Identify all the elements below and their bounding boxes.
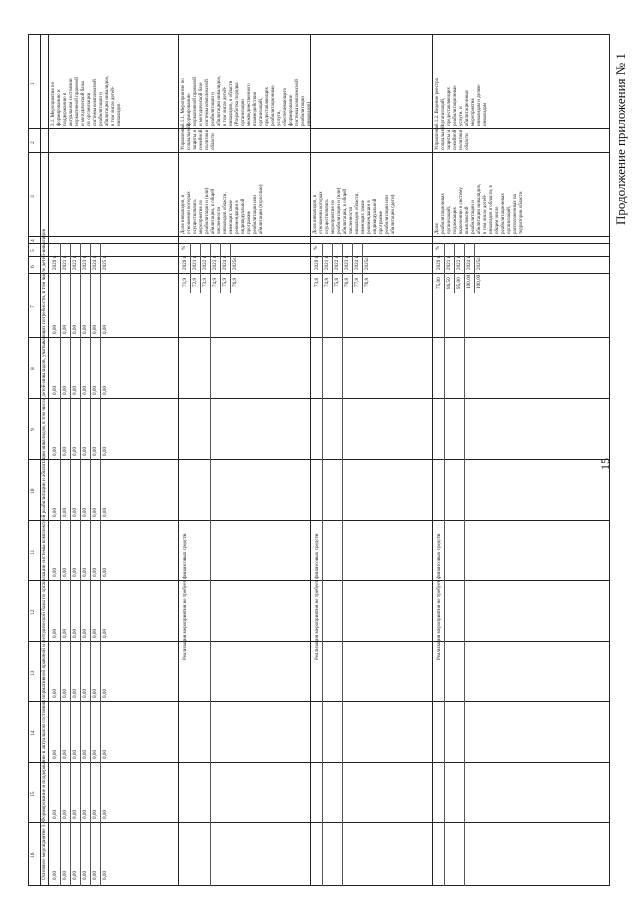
year-row-line [210, 243, 211, 886]
block1-value: 0,00 [82, 567, 88, 577]
col-num-5: 5 [30, 249, 36, 252]
year-row-line [342, 243, 343, 886]
block1-value: 0,00 [52, 870, 58, 880]
block1-value: 0,00 [62, 809, 68, 819]
block1-value: 0,00 [62, 628, 68, 638]
block2-indicator-children: Доля инвалидов, в отношении которых осуществлялись мероприятия по реабилитации и (или) абилитации, в общей численности инвалидов области, имеющих такие рекомендации в индивидуальной программе реабилитации или абилитации (дети) [313, 187, 396, 234]
block2-year: 2025г. [364, 256, 370, 270]
block1-value: 0,00 [52, 507, 58, 517]
block3-unit: % [435, 245, 441, 250]
block1-value: 0,00 [62, 507, 68, 517]
block1-value: 0,00 [62, 385, 68, 395]
col-boundary [28, 520, 610, 521]
block3-year: 2024 г. [466, 255, 472, 270]
col-num-16: 16 [30, 852, 36, 858]
block3-year: 2025г. [476, 256, 482, 270]
block3-value: 95,00 [456, 277, 462, 289]
block2-unit: % [181, 245, 187, 250]
col-boundary [28, 236, 610, 237]
block1-value: 0,00 [52, 385, 58, 395]
col-boundary [28, 822, 610, 823]
block1-value: 0,00 [82, 446, 88, 456]
year-row-line [90, 243, 91, 886]
block2-value: 74,8 [324, 277, 330, 287]
block1-value: 0,00 [92, 688, 98, 698]
year-row-line [70, 243, 71, 886]
col-boundary [28, 152, 610, 153]
col-num-8: 8 [30, 367, 36, 370]
block1-year: 2024 г. [92, 255, 98, 270]
block1-value: 0,00 [62, 324, 68, 334]
col-boundary [28, 459, 610, 460]
block3-event: 3.1.2. Ведение реестра организаций, предоставляющих реабилитационные услуги, и абилитационные мероприятия инвалидам и детям- инвалидам [435, 78, 488, 126]
block2-event: 3.1.1. Мероприятие по формированию нормативной правовой и методической базе системы комплексной реабилитации и абилитации инвалидов, в том числе детей- инвалидов, в области (Разработка порядка организации межведомственного взаимодействия организаций, предоставляющих реабилитационные услуги, обеспечивающего формирование системы комплексной реабилитации инвалидов) [181, 75, 312, 126]
block1-value: 0,00 [82, 809, 88, 819]
block1-value: 0,00 [72, 628, 78, 638]
block1-value: 0,00 [102, 507, 108, 517]
block1-value: 0,00 [52, 749, 58, 759]
block-divider [178, 34, 179, 886]
block3-value: 100,00 [476, 274, 482, 289]
block2-indicator-adults: Доля инвалидов, в отношении которых осуществлялись мероприятия по реабилитации и (или) абилитации, в общей численности инвалидов области, имеющих такие рекомендации в индивидуальной программе реабилитации или абилитации (взрослые) [181, 184, 264, 234]
table-frame [28, 34, 610, 886]
block2-value: 71,9 [182, 277, 188, 287]
block1-value: 0,00 [92, 507, 98, 517]
block1-value: 0,00 [92, 567, 98, 577]
col-num-4: 4 [30, 239, 36, 242]
block1-value: 0,00 [72, 507, 78, 517]
block3-year: 2020 г. [436, 255, 442, 270]
main-event-title: Основное мероприятие 3. Формирование и поддержание в актуальном состоянии нормативной правовой и методической базы по организации системы комплексной реабилитации и абилитации инвалидов, в том числе детей-инвалидов, учитывающих потребности, в том числе детей-инвалидов [41, 229, 47, 880]
block3-funding-note: Реализация мероприятия не требует финансовых средств [436, 533, 442, 660]
block2-funding-note: Реализация мероприятия не требует финансовых средств [182, 533, 188, 660]
block2-year: 2025г. [232, 256, 238, 270]
col-boundary [28, 762, 610, 763]
block2-value: 75,9 [222, 277, 228, 287]
block-divider [432, 34, 433, 886]
block3-value: 86,50 [446, 277, 452, 289]
block1-value: 0,00 [102, 688, 108, 698]
block3-year: 2022 г. [456, 255, 462, 270]
col-num-7: 7 [30, 305, 36, 308]
block2-funding-note-2: Реализация мероприятия не требует финансовых средств [314, 533, 320, 660]
col-boundary [28, 273, 610, 274]
block1-event: 3.1. Мероприятия по формированию и поддержанию в актуальном состоянии нормативной правовой и методической базы по организации системы комплексной реабилитации и абилитации инвалидов, в том числе детей- инвалидов [51, 75, 122, 126]
block2-value: 77,8 [354, 277, 360, 287]
page-heading: Продолжение приложения № 1 [613, 53, 628, 225]
block1-value: 0,00 [72, 446, 78, 456]
block2-year: 2023 г. [212, 255, 218, 270]
block3-executor: Управление социальной защиты и семейной политики области [435, 124, 470, 150]
year-row-line [200, 243, 201, 293]
col-num-12: 12 [30, 609, 36, 615]
year-row-line [322, 243, 323, 886]
year-row-line [230, 243, 231, 293]
block2-value: 75,8 [334, 277, 340, 287]
block1-value: 0,00 [72, 870, 78, 880]
block1-value: 0,00 [102, 749, 108, 759]
block2-value: 78,8 [364, 277, 370, 287]
block1-value: 0,00 [82, 749, 88, 759]
block1-value: 0,00 [92, 870, 98, 880]
block1-value: 0,00 [102, 324, 108, 334]
block1-value: 0,00 [92, 628, 98, 638]
block2-value: 73,8 [314, 277, 320, 287]
block1-value: 0,00 [62, 567, 68, 577]
block1-value: 0,00 [102, 567, 108, 577]
col-num-13: 13 [30, 670, 36, 676]
block1-year: 2021 г. [62, 255, 68, 270]
block1-value: 0,00 [82, 385, 88, 395]
block2-year: 2020 г. [314, 255, 320, 270]
col-boundary [28, 701, 610, 702]
block2-value: 73,9 [202, 277, 208, 287]
block3-value: 75,00 [436, 277, 442, 289]
col-num-6: 6 [30, 265, 36, 268]
col-boundary [28, 337, 610, 338]
block3-value: 100,00 [466, 274, 472, 289]
block1-value: 0,00 [82, 688, 88, 698]
block1-value: 0,00 [92, 749, 98, 759]
block1-value: 0,00 [102, 870, 108, 880]
block1-value: 0,00 [82, 324, 88, 334]
block2-year: 2022 г. [202, 255, 208, 270]
block2-year: 2020 г. [182, 255, 188, 270]
block1-value: 0,00 [102, 809, 108, 819]
block1-value: 0,00 [102, 628, 108, 638]
block3-year: 2021 г. [446, 255, 452, 270]
block1-value: 0,00 [52, 628, 58, 638]
block1-year: 2025 г. [102, 255, 108, 270]
year-row-line [80, 243, 81, 886]
year-row-line [190, 243, 191, 293]
col-boundary [28, 243, 610, 244]
block1-value: 0,00 [62, 446, 68, 456]
block1-value: 0,00 [52, 446, 58, 456]
block1-year: 2020 г. [52, 255, 58, 270]
block2-year: 2022 г. [334, 255, 340, 270]
block1-value: 0,00 [102, 446, 108, 456]
block1-value: 0,00 [52, 688, 58, 698]
block1-year: 2022 г. [72, 255, 78, 270]
block2-value: 76,9 [232, 277, 238, 287]
col-num-2: 2 [30, 141, 36, 144]
block2-executor: Управление социальной защиты и семейной политики области [181, 124, 216, 150]
page-number: 15 [598, 458, 612, 470]
block1-value: 0,00 [62, 688, 68, 698]
block1-value: 0,00 [82, 507, 88, 517]
block1-value: 0,00 [92, 809, 98, 819]
block2-year: 2021 г. [192, 255, 198, 270]
block1-value: 0,00 [52, 324, 58, 334]
block1-value: 0,00 [52, 567, 58, 577]
block1-value: 0,00 [52, 809, 58, 819]
block1-year: 2023 г. [82, 255, 88, 270]
col-num-1: 1 [30, 82, 36, 85]
year-row-line [220, 243, 221, 293]
year-row-line [60, 243, 61, 886]
year-row-line [332, 243, 333, 293]
col-num-3: 3 [30, 195, 36, 198]
block2-year: 2021 г. [324, 255, 330, 270]
block1-value: 0,00 [72, 324, 78, 334]
block1-value: 0,00 [72, 385, 78, 395]
year-row-line [454, 243, 455, 293]
col-num-11: 11 [30, 549, 36, 555]
block1-value: 0,00 [72, 749, 78, 759]
year-row-line [444, 243, 445, 886]
year-row-line [362, 243, 363, 293]
year-row-line [352, 243, 353, 293]
block1-value: 0,00 [82, 870, 88, 880]
block2-year: 2023 г. [344, 255, 350, 270]
col-num-15: 15 [30, 791, 36, 797]
block3-indicator: Доля реабилитационных организаций, подлежащих включению в систему комплексной реабилитации и абилитации инвалидов, в том числе детей- инвалидов в области, в общем числе реабилитационных организаций, расположенных на территории области [435, 183, 524, 234]
block2-year: 2024 г. [222, 255, 228, 270]
block1-value: 0,00 [82, 628, 88, 638]
col-num-14: 14 [30, 730, 36, 736]
block1-value: 0,00 [62, 749, 68, 759]
block1-value: 0,00 [92, 324, 98, 334]
year-row-line [474, 243, 475, 293]
year-row-line [464, 243, 465, 886]
block1-value: 0,00 [72, 688, 78, 698]
block1-value: 0,00 [62, 870, 68, 880]
block1-value: 0,00 [72, 809, 78, 819]
block2-value: 76,8 [344, 277, 350, 287]
block-divider [310, 34, 311, 886]
block1-value: 0,00 [102, 385, 108, 395]
block2-unit-children: % [313, 245, 319, 250]
block2-value: 74,9 [212, 277, 218, 287]
main-event-divider [48, 34, 49, 886]
block2-value: 72,9 [192, 277, 198, 287]
block1-value: 0,00 [72, 567, 78, 577]
year-row-line [100, 243, 101, 886]
col-num-10: 10 [30, 488, 36, 494]
col-boundary [28, 128, 610, 129]
block1-value: 0,00 [92, 385, 98, 395]
col-num-9: 9 [30, 428, 36, 431]
block1-value: 0,00 [92, 446, 98, 456]
block2-year: 2024 г. [354, 255, 360, 270]
col-boundary [28, 398, 610, 399]
